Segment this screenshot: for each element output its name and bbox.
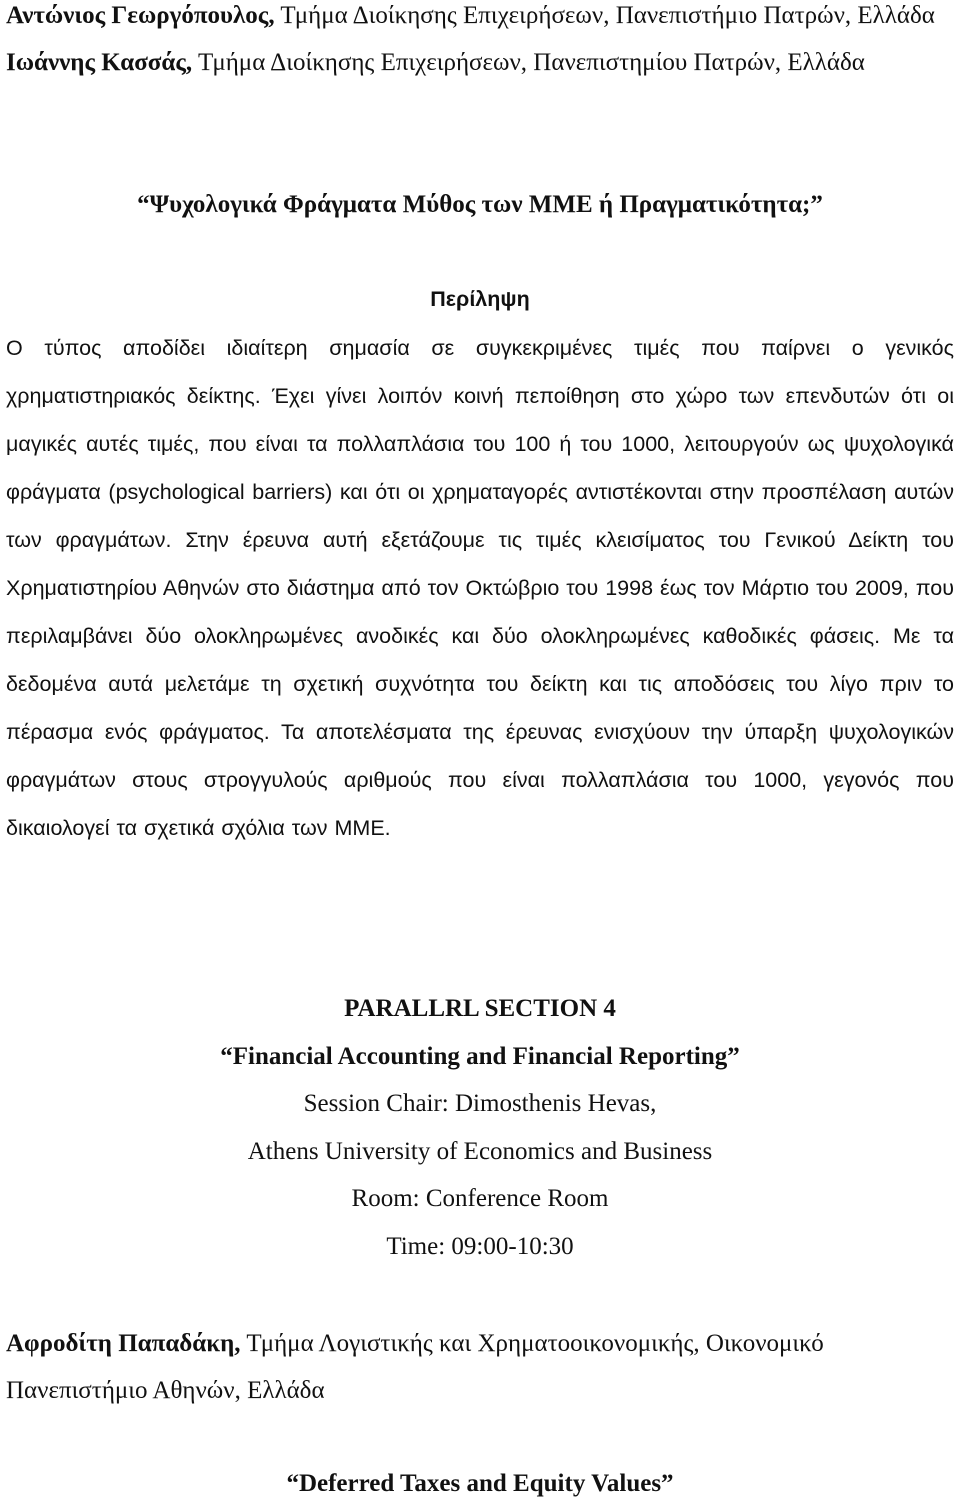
session-time: Time: 09:00-10:30 — [386, 1232, 574, 1260]
author-entry — [6, 39, 954, 86]
author-entry — [6, 1320, 954, 1414]
author-name: Αντώνιος Γεωργόπουλος, — [6, 2, 275, 29]
author-affiliation: Τμήμα Διοίκησης Επιχειρήσεων, Πανεπιστήμιο Πατρών, Ελλάδα — [274, 2, 935, 29]
abstract-heading: Περίληψη — [430, 287, 530, 311]
author-name: Ιωάννης Κασσάς, — [6, 49, 193, 76]
paper-title-2: “Deferred Taxes and Equity Values” — [286, 1470, 674, 1497]
session-room: Room: Conference Room — [351, 1185, 609, 1212]
paper-title: “Ψυχολογικά Φράγματα Μύθος των ΜΜΕ ή Πραγματικότητα;” — [137, 191, 823, 218]
abstract-body: Ο τύπος αποδίδει ιδιαίτερη σημασία σε συγκεκριμένες τιμές που παίρνει ο γενικός χρηματιστηριακός δείκτης. Έχει γίνει λοιπόν κοινή πεποίθηση στο χώρο των επενδυτών ότι οι μαγικές αυτές τιμές, που είναι τα πολλαπλάσια του 100 ή του 1000, λειτουργούν ως ψυχολογικά φράγματα (psychological barriers) και ότι οι χρηματαγορές αντιστέκονται στην προσπέλαση αυτών των φραγμάτων. Στην έρευνα αυτή εξετάζουμε τις τιμές κλεισίματος του Γενικού Δείκτη του Χρηματιστηρίου Αθηνών στο διάστημα από τον Οκτώβριο του 1998 έως τον Μάρτιο του 2009, που περιλαμβάνει δύο ολοκληρωμένες ανοδικές και δύο ολοκληρωμένες καθοδικές φάσεις. Με τα δεδομένα αυτά μελετάμε τη σχετική συχνότητα του δείκτη και τις αποδόσεις του λίγο πριν το πέρασμα ενός φράγματος. Τα αποτελέσματα της έρευνας ενισχύουν την ύπαρξη ψυχολογικών φραγμάτων στους στρογγυλούς αριθμούς που είναι πολλαπλάσια του 1000, γεγονός που δικαιολογεί τα σχετικά σχόλια των ΜΜΕ. — [6, 336, 954, 840]
top-authors — [6, 0, 954, 86]
author-name: Αφροδίτη Παπαδάκη, — [6, 1330, 241, 1357]
section-heading: PARALLRL SECTION 4 — [344, 995, 616, 1022]
author-affiliation: Τμήμα Διοίκησης Επιχειρήσεων, Πανεπιστημίου Πατρών, Ελλάδα — [192, 49, 865, 76]
author-affiliation: Τμήμα Λογιστικής και Χρηματοοικονομικής, Οικονομικό Πανεπιστήμιο Αθηνών, Ελλάδα — [6, 1330, 824, 1404]
session-chair: Session Chair: Dimosthenis Hevas, — [303, 1090, 657, 1117]
session-chair-affiliation: Athens University of Economics and Business — [247, 1137, 713, 1165]
session-block — [6, 985, 954, 1270]
session-title: “Financial Accounting and Financial Reporting” — [220, 1042, 740, 1070]
author-entry — [6, 0, 954, 39]
